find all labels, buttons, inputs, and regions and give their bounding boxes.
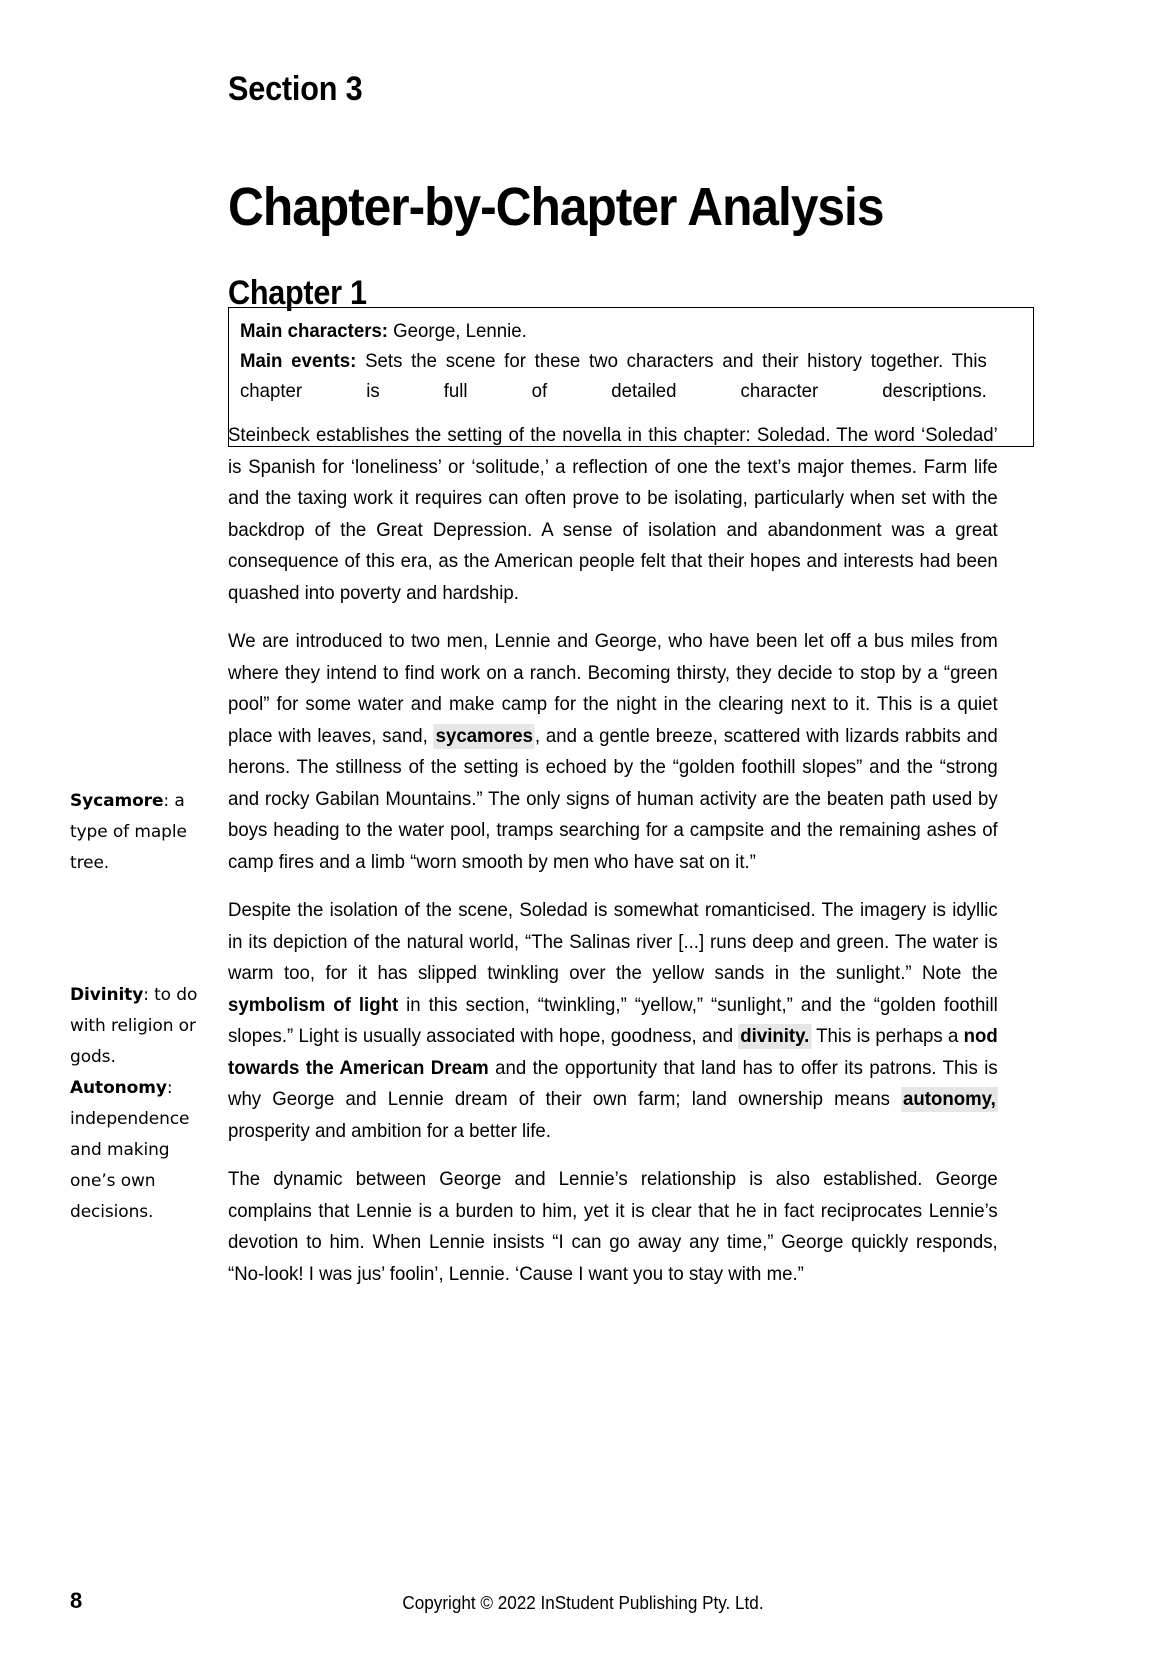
- margin-note-term: Sycamore: [70, 791, 164, 811]
- main-events-label: Main events:: [240, 350, 357, 372]
- margin-note-sycamore: [70, 786, 220, 879]
- glossary-highlight-divinity: divinity.: [740, 1025, 810, 1047]
- margin-note-divinity: [70, 980, 220, 1073]
- chapter-heading: Chapter 1: [228, 274, 367, 313]
- glossary-highlight-autonomy: autonomy,: [903, 1088, 996, 1110]
- margin-note-definition: : a type of maple tree.: [70, 791, 187, 873]
- margin-note-definition: : independence and making one’s own decisions.: [70, 1078, 190, 1222]
- emphasis-symbolism-of-light: symbolism of light: [228, 993, 399, 1016]
- paragraph-3: [228, 895, 998, 1147]
- main-characters-line: [240, 316, 987, 346]
- page-title: Chapter-by-Chapter Analysis: [228, 177, 884, 238]
- paragraph-3-part-e: prosperity and ambition for a better life.: [228, 1119, 551, 1142]
- paragraph-2-part-b: , and a gentle breeze, scattered with lizards rabbits and herons. The stillness of the setting is echoed by the “golden foothill slopes” and the “strong and rocky Gabilan Mountains.” The only signs of human activity are the beaten path used by boys heading to the water pool, tramps searching for a campsite and the remaining ashes of camp fires and a limb “worn smooth by men who have sat on it.”: [228, 724, 998, 873]
- paragraph-3-part-c: This is perhaps a: [811, 1025, 964, 1047]
- margin-note-autonomy: [70, 1073, 220, 1228]
- main-characters-label: Main characters:: [240, 320, 389, 342]
- paragraph-3-part-d: and the opportunity that land has to offer its patrons. This is why George and Lennie dream of their own farm; land ownership means: [228, 1056, 998, 1110]
- section-label: Section 3: [228, 70, 363, 108]
- margin-note-term: Divinity: [70, 985, 144, 1005]
- margin-note-term: Autonomy: [70, 1078, 167, 1098]
- paragraph-3-part-a: Despite the isolation of the scene, Soledad is somewhat romanticised. The imagery is idyllic in its depiction of the natural world, “The Salinas river [...] runs deep and green. The water is warm too, for it has slipped twinkling over the yellow sands in the sunlight.” Note the: [228, 899, 998, 984]
- emphasis-american-dream: nod towards the American Dream: [228, 1025, 998, 1079]
- paragraph-2: [228, 626, 998, 878]
- paragraph-1: Steinbeck establishes the setting of the novella in this chapter: Soledad. The word ‘Soledad’ is Spanish for ‘loneliness’ or ‘solitude,’ a reflection of one the text’s major themes. Farm life and the taxing work it requires can often prove to be isolating, particularly when set with the backdrop of the Great Depression. A sense of isolation and abandonment was a great consequence of this era, as the American people felt that their hopes and interests had been quashed into poverty and hardship.: [228, 424, 998, 604]
- paragraph-3-part-b: in this section, “twinkling,” “yellow,” “sunlight,” and the “golden foothill slopes.” Light is usually associated with hope, goodness, and: [228, 993, 998, 1047]
- footer-page-number: 8: [70, 1588, 83, 1613]
- margin-note-definition: : to do with religion or gods.: [70, 985, 198, 1067]
- glossary-highlight-sycamores: sycamores: [435, 724, 533, 747]
- main-characters-value: George, Lennie.: [388, 320, 527, 342]
- paragraph-2-part-a: We are introduced to two men, Lennie and George, who have been let off a bus miles from where they intend to find work on a ranch. Becoming thirsty, they decide to stop by a “green pool” for some water and make camp for the night in the clearing next to it. This is a quiet place with leaves, sand,: [228, 630, 998, 747]
- body-text-column: [228, 420, 1034, 1290]
- footer-copyright: Copyright © 2022 InStudent Publishing Pty. Ltd.: [402, 1593, 764, 1613]
- paragraph-4: The dynamic between George and Lennie’s relationship is also established. George complains that Lennie is a burden to him, yet it is clear that he in fact reciprocates Lennie’s devotion to him. When Lennie insists “I can go away any time,” George quickly responds, “No-look! I was jus’ foolin’, Lennie. ‘Cause I want you to stay with me.”: [228, 1168, 998, 1285]
- main-events-value: Sets the scene for these two characters and their history together. This chapter is full of detailed character descriptions.: [240, 350, 987, 402]
